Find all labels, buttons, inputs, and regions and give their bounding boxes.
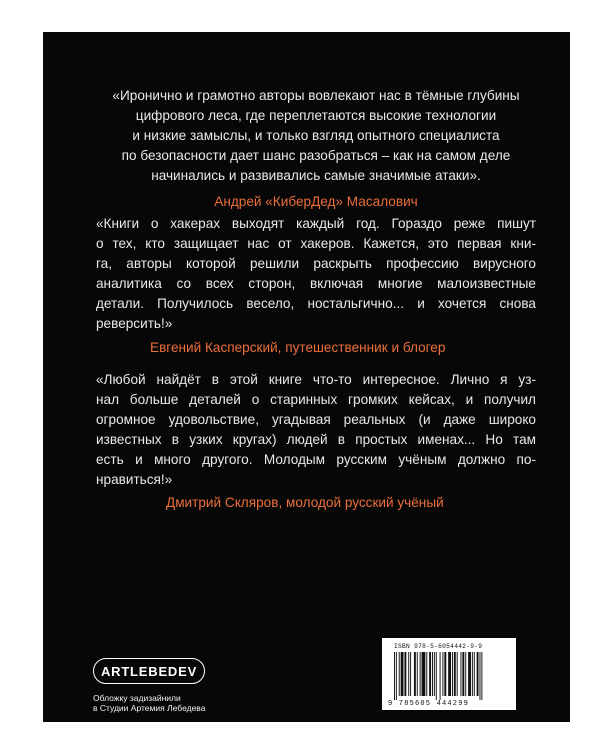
- barcode-bar: [465, 652, 466, 696]
- quote-1-text: [96, 86, 536, 186]
- quote-line: «Любой найдёт в этой книге что-то интересное. Лично я уз-: [96, 372, 536, 387]
- barcode-bar: [420, 652, 421, 696]
- quote-line: нравиться!»: [96, 472, 173, 487]
- quote-line: аналитика со всех сторон, включая многие малоизвестные: [96, 276, 536, 291]
- barcode-bar: [432, 652, 433, 696]
- quote-line: цифрового леса, где переплетаются высокие технологии: [135, 108, 497, 123]
- barcode-bars: [392, 652, 506, 700]
- barcode-bar: [477, 652, 479, 696]
- barcode-bar: [396, 652, 397, 700]
- quote-line: огромное удовольствие, угадывая реальных (и даже широко: [96, 412, 536, 427]
- quote-line: есть и много другого. Молодым русским учёным должно по-: [96, 452, 536, 467]
- barcode-bar: [410, 652, 411, 696]
- artlebedev-logo: ARTLEBEDEV: [93, 658, 205, 684]
- barcode-bar: [417, 652, 418, 696]
- barcode-bar: [472, 652, 473, 696]
- barcode-bar: [481, 652, 482, 700]
- barcode-bar: [429, 652, 431, 696]
- barcode-bar: [414, 652, 416, 696]
- barcode-bar: [394, 652, 395, 700]
- barcode-bar: [436, 652, 437, 700]
- quote-line: по безопасности дает шанс разобраться – как на самом деле: [121, 148, 511, 163]
- quote-2-author: Евгений Касперский, путешественник и блогер: [150, 340, 446, 355]
- barcode-bar: [399, 652, 400, 696]
- quote-line: о тех, кто защищает нас от хакеров. Кажется, это первая кни-: [96, 236, 536, 251]
- ean-digits: 9 785605 444299: [388, 700, 470, 708]
- isbn-number: ISBN 978-5-6054442-9-9: [394, 643, 483, 650]
- barcode-bar: [457, 652, 458, 696]
- cover-design-credit: Обложку задизайнили в Студии Артемия Лебедева: [93, 693, 206, 713]
- barcode-bar: [462, 652, 464, 696]
- barcode-bar: [468, 652, 471, 696]
- barcode-bar: [444, 652, 446, 696]
- quote-2-text: [96, 214, 536, 334]
- quote-line: «Иронично и грамотно авторы вовлекают нас в тёмные глубины: [112, 88, 520, 103]
- quote-line: детали. Получилось весело, ностальгично... и хочется снова: [96, 296, 536, 311]
- barcode-bar: [442, 652, 443, 696]
- quote-line: начинались и развивались самые значимые атаки».: [151, 168, 481, 183]
- quote-line: нал больше деталей о старинных громких кейсах, и получил: [96, 392, 536, 407]
- quote-1-author: Андрей «КиберДед» Масалович: [214, 194, 418, 209]
- quote-line: и низкие замыслы, и только взгляд опытного специалиста: [132, 128, 500, 143]
- barcode-bar: [426, 652, 427, 696]
- barcode-bar: [474, 652, 475, 696]
- quote-line: «Книги о хакерах выходят каждый год. Гораздо реже пишут: [96, 216, 536, 231]
- barcode-panel: [382, 638, 516, 710]
- barcode-bar: [480, 652, 481, 700]
- barcode-bar: [408, 652, 409, 696]
- quote-3-author: Дмитрий Скляров, молодой русский учёный: [166, 495, 444, 510]
- barcode-bar: [422, 652, 426, 696]
- barcode-bar: [434, 652, 435, 696]
- barcode-bar: [461, 652, 462, 696]
- barcode-bar: [454, 652, 456, 696]
- barcode-bar: [401, 652, 404, 696]
- quote-line: известных в узких кругах) людей в простых именах... Но там: [96, 432, 536, 447]
- barcode-bar: [404, 652, 406, 696]
- barcode-bar: [448, 652, 451, 696]
- quote-line: га, авторы которой решили раскрыть профессию вирусного: [96, 256, 536, 271]
- quote-3-text: [96, 370, 536, 490]
- barcode-bar: [440, 652, 441, 700]
- quote-line: реверсить!»: [96, 316, 173, 331]
- barcode-bar: [452, 652, 453, 696]
